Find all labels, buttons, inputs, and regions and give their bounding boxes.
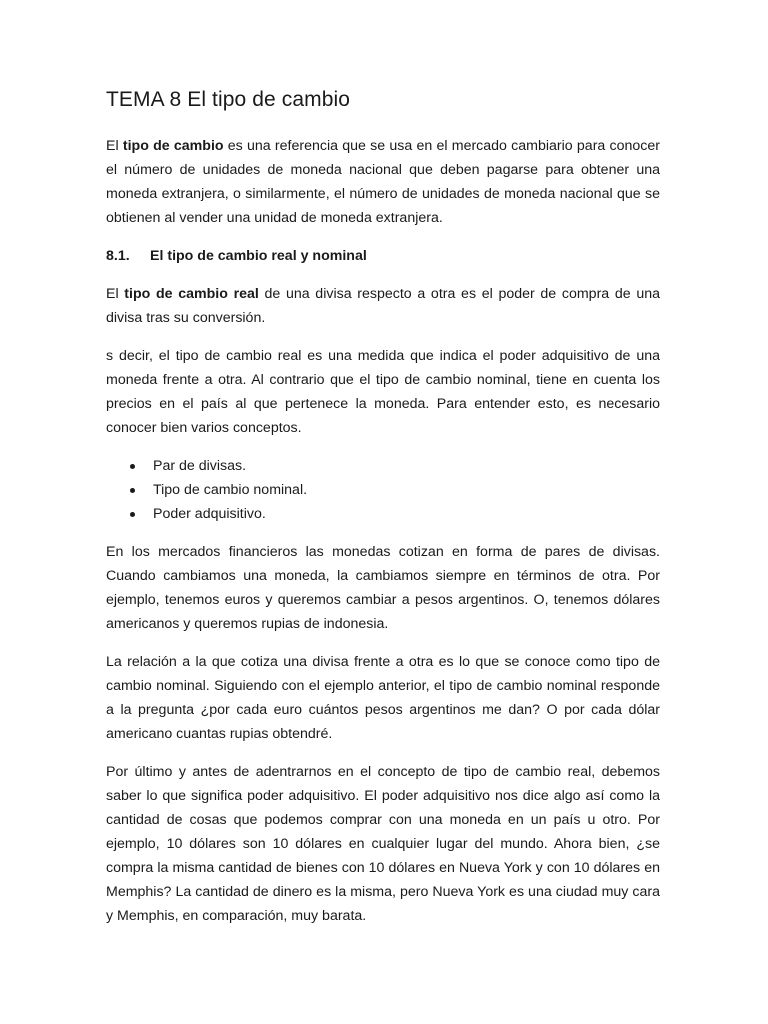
list-item-text: Par de divisas. [153,458,247,474]
ultimo-paragraph: Por último y antes de adentrarnos en el concepto de tipo de cambio real, debemos saber lo que significa poder adquisitivo. El poder adquisitivo nos dice algo así como la cantidad de cosas que podemos comprar con una moneda en un país u otro. Por ejemplo, 10 dólares son 10 dólares en cualquier lugar del mundo. Ahora bien, ¿se compra la misma cantidad de bienes con 10 dólares en Nueva York y con 10 dólares en Memphis? La cantidad de dinero es la misma, pero Nueva York es una ciudad muy cara y Memphis, en comparación, muy barata. [106,764,660,924]
real-paragraph [106,282,660,330]
bullet-icon [130,488,135,493]
bullet-icon [130,464,135,469]
intro-rest: es una referencia que se usa en el mercado cambiario para conocer el número de unidades de moneda nacional que deben pagarse para obtener una moneda extranjera, o similarmente, el número de unidades de moneda nacional que se obtienen al vender una unidad de moneda extranjera. [106,138,661,226]
list-item [130,478,660,502]
intro-bold-term: tipo de cambio [122,138,224,154]
real-lead: El [106,286,125,302]
decir-paragraph: s decir, el tipo de cambio real es una medida que indica el poder adquisitivo de una moneda frente a otra. Al contrario que el tipo de cambio nominal, tiene en cuenta los precios en el país al que pertenece la moneda. Para entender esto, es necesario conocer bien varios conceptos. [106,348,660,436]
bullet-icon [130,512,135,517]
mercados-paragraph: En los mercados financieros las monedas cotizan en forma de pares de divisas. Cuando cambiamos una moneda, la cambiamos siempre en términos de otra. Por ejemplo, tenemos euros y queremos cambiar a pesos argentinos. O, tenemos dólares americanos y queremos rupias de indonesia. [106,544,660,632]
list-item-text: Poder adquisitivo. [153,506,266,522]
list-item-text: Tipo de cambio nominal. [153,482,308,498]
concepts-list [106,454,660,526]
section-number: 8.1. [106,248,130,264]
intro-paragraph [106,134,660,230]
section-title: El tipo de cambio real y nominal [150,248,367,264]
intro-lead: El [106,138,123,154]
document-page [106,88,660,942]
real-rest: de una divisa respecto a otra es el poder de compra de una divisa tras su conversión. [106,286,660,326]
section-heading [106,244,660,268]
real-bold-term: tipo de cambio real [124,286,259,302]
page-title: TEMA 8 El tipo de cambio [106,88,351,111]
list-item [130,454,660,478]
list-item [130,502,660,526]
relacion-paragraph: La relación a la que cotiza una divisa frente a otra es lo que se conoce como tipo de cambio nominal. Siguiendo con el ejemplo anterior, el tipo de cambio nominal responde a la pregunta ¿por cada euro cuántos pesos argentinos me dan? O por cada dólar americano cuantas rupias obtendré. [106,654,660,742]
